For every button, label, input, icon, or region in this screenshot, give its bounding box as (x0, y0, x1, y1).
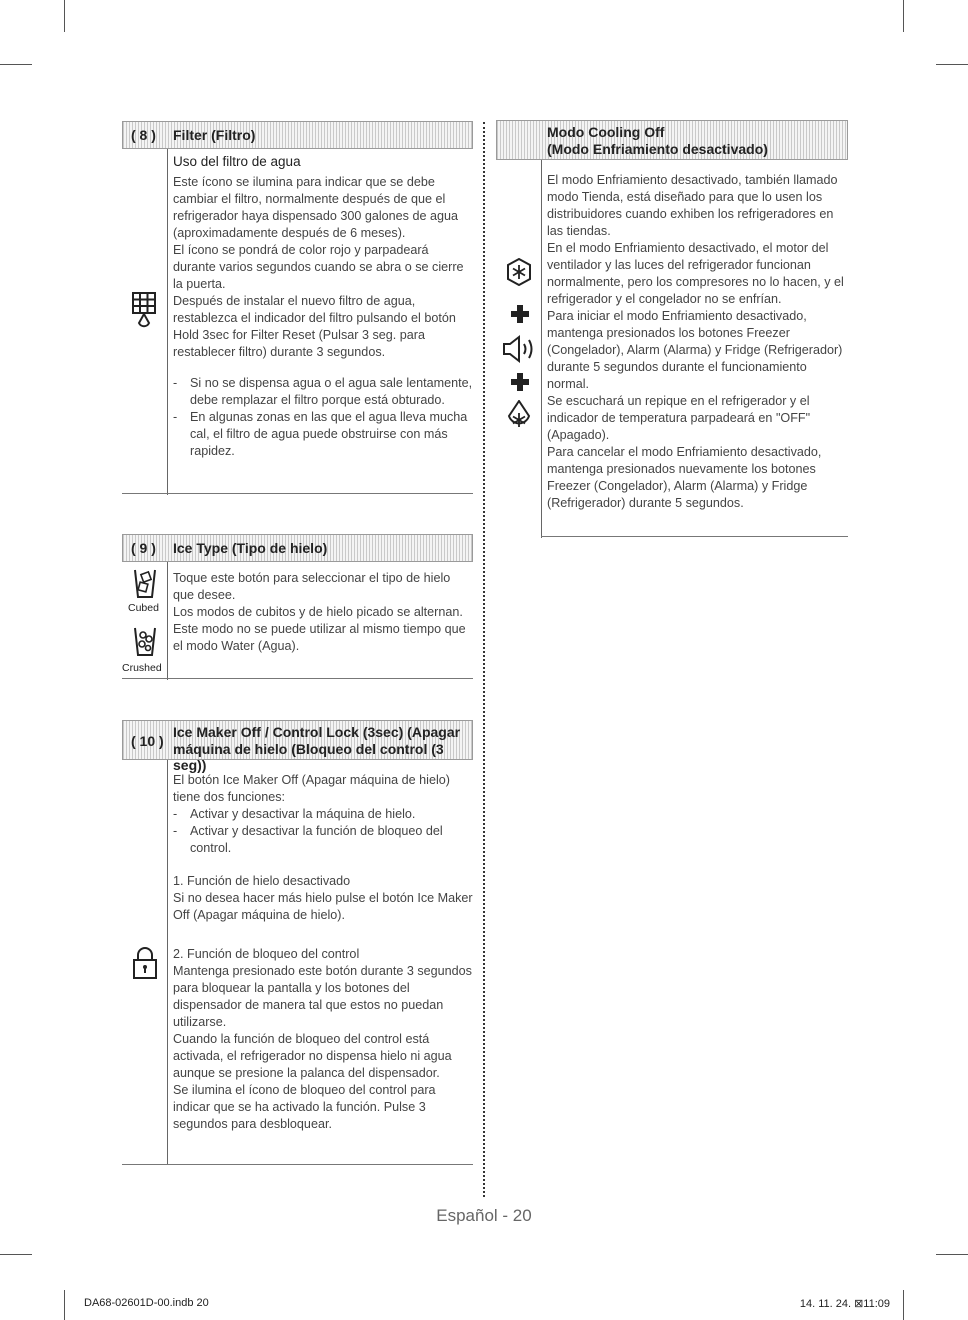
section-filter (122, 121, 473, 495)
bullet-item: - Activar y desactivar la función de bloqueo del control. (173, 823, 473, 857)
plus-icon (510, 372, 530, 397)
bullet-item: - En algunas zonas en las que el agua lleva mucha cal, el filtro de agua puede obstruirse con más rapidez. (173, 409, 473, 460)
section-title: Modo Cooling Off (547, 124, 665, 140)
paragraph: Este modo no se puede utilizar al mismo tiempo que el modo Water (Agua). (173, 622, 466, 653)
section-cooling-off (496, 120, 848, 538)
paragraph: Cuando la función de bloqueo del control está activada, el refrigerador no dispensa hielo ni agua aunque se presione la palanca del dispensador. (173, 1032, 452, 1080)
bullet-item: - Activar y desactivar la máquina de hielo. (173, 806, 473, 823)
bullet-item: - Si no se dispensa agua o el agua sale lentamente, debe remplazar el filtro porque está obturado. (173, 375, 473, 409)
cubed-ice-icon (132, 566, 158, 605)
function-title: 1. Función de hielo desactivado (173, 874, 351, 888)
section-header (122, 720, 473, 773)
section-title: Ice Maker Off / Control Lock (3sec) (Apagar (173, 724, 461, 740)
alarm-icon (501, 334, 539, 369)
section-number: ( 9 ) (131, 540, 156, 556)
paragraph: Después de instalar el nuevo filtro de agua, restablezca el indicador del filtro pulsando el botón Hold 3sec for Filter Reset (Pulsar 3 seg. para restablecer filtro) durante 3 segundos. (173, 294, 456, 359)
file-imprint: DA68-02601D-00.indb 20 (84, 1297, 209, 1309)
paragraph: Toque este botón para seleccionar el tipo de hielo que desee. (173, 571, 451, 602)
icon-label: Crushed (122, 662, 162, 674)
subsection-heading: Uso del filtro de agua (173, 154, 301, 169)
crushed-ice-icon (132, 624, 158, 663)
paragraph: Este ícono se ilumina para indicar que se debe cambiar el filtro, normalmente después de que el refrigerador haya dispensado 300 galones de agua (aproximadamente después de 6 meses). (173, 175, 458, 240)
crop-mark (903, 0, 904, 32)
paragraph: El botón Ice Maker Off (Apagar máquina de hielo) tiene dos funciones: (173, 773, 450, 804)
paragraph: El ícono se pondrá de color rojo y parpadeará durante varios segundos cuando se abra o se cierre la puerta. (173, 243, 464, 291)
crop-mark (0, 1254, 32, 1255)
section-number: ( 10 ) (131, 733, 164, 749)
paragraph: Los modos de cubitos y de hielo picado se alternan. (173, 605, 463, 619)
section-title: Filter (Filtro) (173, 127, 256, 143)
section-header (122, 121, 473, 149)
freezer-icon (506, 258, 532, 291)
crop-mark (0, 64, 32, 65)
crop-mark (936, 64, 968, 65)
paragraph: Mantenga presionado este botón durante 3 segundos para bloquear la pantalla y los botones del dispensador de manera tal que estos no puedan utilizarse. (173, 964, 472, 1029)
section-title: máquina de hielo (Bloqueo del control (3 seg)) (173, 741, 444, 773)
crop-mark (64, 0, 65, 32)
paragraph: Se ilumina el ícono de bloqueo del control para indicar que se ha activado la función. Pulse 3 segundos para desbloquear. (173, 1083, 436, 1131)
paragraph: Si no desea hacer más hielo pulse el botón Ice Maker Off (Apagar máquina de hielo). (173, 891, 473, 922)
column-divider (483, 122, 485, 1197)
section-header (496, 120, 848, 160)
paragraph: En el modo Enfriamiento desactivado, el motor del ventilador y las luces del refrigerador funcionan normalmente, pero los compresores no lo hacen, y el refrigerador y el congelador no se enfrían. (547, 241, 844, 306)
date-imprint: 14. 11. 24. ⊠11:09 (799, 1298, 890, 1310)
section-header (122, 534, 473, 562)
filter-icon (132, 292, 156, 335)
crop-mark (936, 1254, 968, 1255)
section-ice-type (122, 534, 473, 680)
paragraph: Para iniciar el modo Enfriamiento desactivado, mantenga presionados los botones Freezer (Congelador), Alarm (Alarma) y Fridge (Refrigerador) durante 5 segundos durante el funcionamiento normal. (547, 309, 843, 391)
section-title: Ice Type (Tipo de hielo) (173, 540, 328, 556)
crop-mark (64, 1290, 65, 1320)
page-number: Español - 20 (436, 1206, 532, 1225)
section-title: (Modo Enfriamiento desactivado) (547, 141, 768, 157)
plus-icon (510, 304, 530, 329)
crop-mark (903, 1290, 904, 1320)
icon-label: Cubed (128, 602, 159, 614)
fridge-icon (506, 400, 532, 437)
paragraph: Para cancelar el modo Enfriamiento desactivado, mantenga presionados nuevamente los botones Freezer (Congelador), Alarm (Alarma) y Fridge (Refrigerador) durante 5 segundos. (547, 445, 822, 510)
paragraph: Se escuchará un repique en el refrigerador y el indicador de temperatura parpadeará en "OFF" (Apagado). (547, 394, 811, 442)
section-number: ( 8 ) (131, 127, 156, 143)
section-ice-maker-off (122, 720, 473, 1164)
lock-icon (132, 946, 158, 985)
paragraph: El modo Enfriamiento desactivado, también llamado modo Tienda, está diseñado para que lo usen los distribuidores cuando exhiben los refrigeradores en las tiendas. (547, 173, 838, 238)
function-title: 2. Función de bloqueo del control (173, 947, 360, 961)
